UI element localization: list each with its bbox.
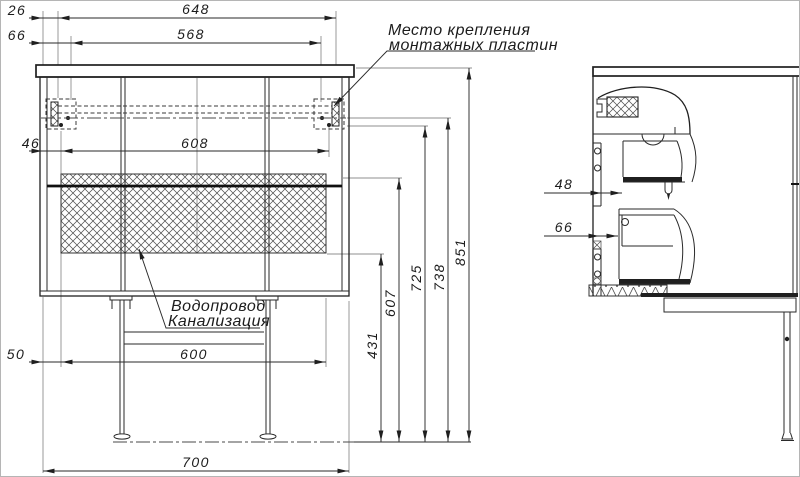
pipe-lines <box>124 332 264 344</box>
front-apron-panel <box>664 298 796 312</box>
dim-66: 66 <box>7 27 27 43</box>
mounting-plate-left <box>46 99 76 129</box>
dim-607: 607 <box>382 289 398 317</box>
dim-608: 608 <box>181 135 209 151</box>
mounting-note-line1: Место крепления <box>388 22 531 39</box>
mounting-note-line2: монтажных пластин <box>389 37 559 54</box>
leg-side <box>781 312 794 441</box>
dim-738: 738 <box>431 263 447 291</box>
dim-568: 568 <box>177 26 205 42</box>
dim-48: 48 <box>554 176 574 192</box>
side-view <box>544 67 800 441</box>
mounting-note-leader <box>334 51 535 106</box>
dim-648: 648 <box>182 1 210 17</box>
vanity-dimension-drawing <box>1 1 800 477</box>
mounting-plate-section <box>597 97 638 117</box>
basin-drain-notch <box>642 134 664 145</box>
dim-700: 700 <box>182 454 210 470</box>
plumbing-note-line2: Канализация <box>168 313 271 330</box>
mounting-plates-note <box>388 22 558 54</box>
dim-66-side: 66 <box>554 219 574 235</box>
drawer-rails <box>593 143 601 296</box>
dim-851: 851 <box>452 238 468 266</box>
dim-50: 50 <box>6 346 26 362</box>
dim-46: 46 <box>21 135 41 151</box>
plumbing-note <box>168 298 270 330</box>
countertop-side <box>593 67 800 76</box>
plumbing-note-line1: Водопровод <box>171 298 266 315</box>
mounting-plate-right <box>314 99 344 129</box>
drawer-top-section <box>623 134 696 200</box>
drawer-bottom-section <box>619 209 695 284</box>
bottom-front-edge <box>641 293 798 297</box>
countertop <box>36 65 354 77</box>
dim-725: 725 <box>408 264 424 292</box>
dim-600: 600 <box>180 346 208 362</box>
dim-431: 431 <box>364 331 380 359</box>
dim-26: 26 <box>7 2 27 18</box>
front-view <box>7 1 558 473</box>
